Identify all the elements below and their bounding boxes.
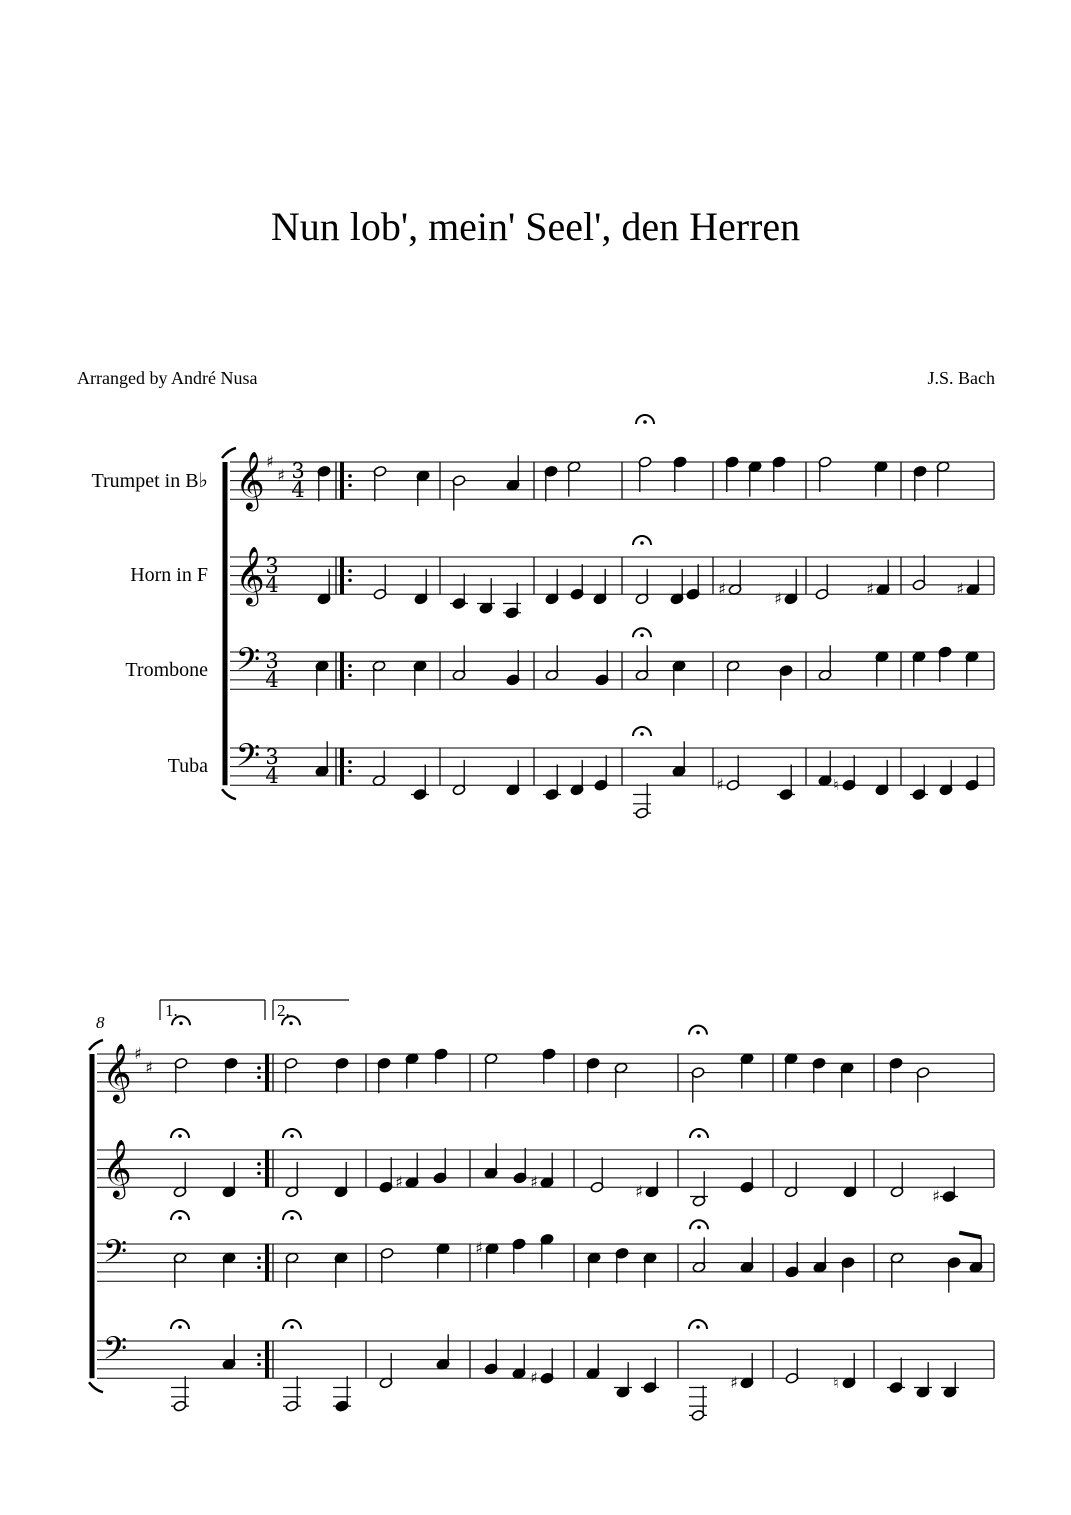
measure-number: 8 (96, 1013, 105, 1032)
repeat-dot (257, 1162, 261, 1166)
repeat-dot (348, 769, 352, 773)
fermata-dot (640, 541, 644, 545)
fermata-dot (179, 1022, 183, 1026)
bass-clef: 𝄢 (102, 1233, 128, 1277)
repeat-dot (257, 1066, 261, 1070)
repeat-dot (257, 1075, 261, 1079)
score-title: Nun lob', mein' Seel', den Herren (270, 204, 801, 249)
volta-1-label: 1. (165, 1001, 178, 1020)
sharp-sign: ♯ (932, 1186, 940, 1206)
instrument-label-trumpet: Trumpet in B♭ (91, 470, 208, 492)
bass-clef: 𝄢 (235, 641, 261, 685)
time-sig-top: 3 (265, 745, 279, 769)
fermata-dot (178, 1325, 182, 1329)
repeat-dot (348, 760, 352, 764)
natural-sign: ♮ (833, 1373, 839, 1392)
fermata-dot (696, 1325, 700, 1329)
time-sig-bottom: 4 (265, 668, 279, 692)
sharp-sign: ♯ (266, 452, 274, 471)
repeat-dot (257, 1353, 261, 1357)
fermata-dot (178, 1134, 182, 1138)
instrument-label-trombone: Trombone (125, 659, 208, 681)
time-sig-top: 3 (291, 459, 305, 483)
fermata-dot (289, 1022, 293, 1026)
volta-2-label: 2. (277, 1001, 290, 1020)
fermata-dot (290, 1325, 294, 1329)
repeat-dot (348, 673, 352, 677)
bracket-hook (89, 1040, 103, 1050)
fermata-dot (696, 1031, 700, 1035)
treble-clef: 𝄞 (102, 1043, 132, 1101)
sharp-sign: ♯ (395, 1172, 403, 1192)
natural-sign: ♮ (833, 776, 839, 795)
time-sig-bottom: 4 (291, 478, 305, 502)
fermata-dot (290, 1134, 294, 1138)
sharp-sign: ♯ (774, 588, 782, 608)
repeat-dot (257, 1265, 261, 1269)
sharp-sign: ♯ (145, 1057, 153, 1077)
treble-clef: 𝄞 (102, 1139, 132, 1197)
repeat-dot (348, 474, 352, 478)
sharp-sign: ♯ (716, 775, 724, 795)
bracket-hook (222, 789, 236, 799)
bass-clef: 𝄢 (235, 737, 261, 781)
sharp-sign: ♯ (134, 1044, 142, 1063)
bracket-hook (89, 1382, 103, 1392)
composer-credit: J.S. Bach (927, 368, 995, 388)
sharp-sign: ♯ (530, 1368, 538, 1388)
fermata-dot (290, 1216, 294, 1220)
fermata-dot (178, 1216, 182, 1220)
repeat-dot (257, 1256, 261, 1260)
sharp-sign: ♯ (530, 1172, 538, 1192)
arranger-credit: Arranged by André Nusa (77, 368, 258, 388)
fermata-dot (643, 420, 647, 424)
time-sig-bottom: 4 (265, 573, 279, 597)
sharp-sign: ♯ (866, 579, 874, 599)
sharp-sign: ♯ (718, 579, 726, 599)
repeat-dot (348, 578, 352, 582)
instrument-label-horn: Horn in F (130, 564, 208, 586)
sharp-sign: ♯ (730, 1372, 738, 1392)
time-sig-top: 3 (265, 649, 279, 673)
treble-clef: 𝄞 (235, 546, 265, 604)
repeat-dot (348, 569, 352, 573)
time-sig-bottom: 4 (265, 764, 279, 788)
repeat-dot (348, 483, 352, 487)
repeat-dot (348, 664, 352, 668)
fermata-dot (697, 1225, 701, 1229)
instrument-label-tuba: Tuba (167, 755, 208, 777)
beam (959, 1233, 981, 1238)
fermata-dot (640, 732, 644, 736)
treble-clef: 𝄞 (235, 451, 265, 509)
bracket-hook (222, 448, 236, 458)
fermata-dot (697, 1134, 701, 1138)
repeat-dot (257, 1171, 261, 1175)
fermata-dot (640, 633, 644, 637)
repeat-dot (257, 1362, 261, 1366)
sharp-sign: ♯ (956, 579, 964, 599)
time-sig-top: 3 (265, 554, 279, 578)
sharp-sign: ♯ (635, 1181, 643, 1201)
sharp-sign: ♯ (475, 1238, 483, 1258)
bass-clef: 𝄢 (102, 1330, 128, 1374)
sharp-sign: ♯ (277, 465, 285, 485)
